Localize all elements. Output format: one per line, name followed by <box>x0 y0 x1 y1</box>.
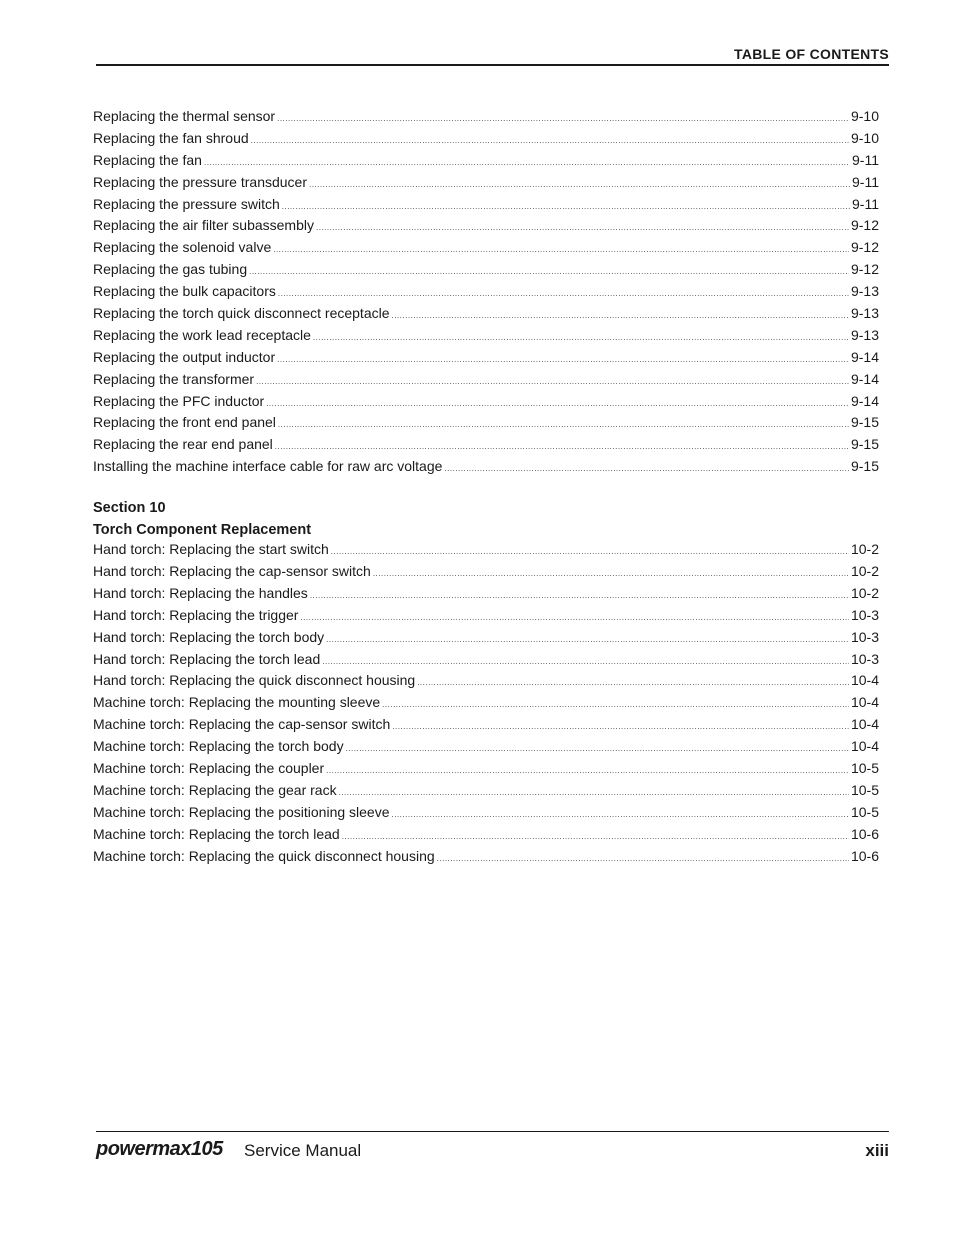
toc-entry-page: 9-10 <box>850 108 879 124</box>
toc-entry-page: 10-2 <box>850 563 879 580</box>
toc-entry-page: 10-4 <box>850 716 879 733</box>
dot-leader <box>373 569 849 578</box>
toc-entry-page: 10-4 <box>850 738 879 755</box>
toc-entry[interactable] <box>93 629 879 651</box>
toc-entry[interactable] <box>93 436 879 458</box>
toc-entry[interactable] <box>93 760 879 782</box>
toc-entry-title: Replacing the output inductor <box>93 348 276 365</box>
dot-leader <box>316 223 849 232</box>
toc-entry-page: 9-15 <box>850 414 879 431</box>
toc-entry-page: 9-11 <box>852 151 879 168</box>
toc-entry[interactable] <box>93 327 879 349</box>
toc-entry[interactable] <box>93 585 879 607</box>
toc-entry-title: Machine torch: Replacing the torch lead <box>93 825 340 842</box>
dot-leader <box>249 267 849 276</box>
toc-entry[interactable] <box>93 261 879 283</box>
dot-leader <box>382 700 849 709</box>
toc-entry[interactable] <box>93 716 879 738</box>
toc-entry-page: 9-12 <box>850 239 879 256</box>
toc-entry-title: Machine torch: Replacing the positioning sleeve <box>93 803 390 820</box>
page-header <box>96 46 889 66</box>
section-name: Torch Component Replacement <box>93 522 312 539</box>
toc-entry-title: Replacing the air filter subassembly <box>93 217 314 234</box>
toc-entry[interactable] <box>93 738 879 760</box>
toc-entry[interactable] <box>93 694 879 716</box>
toc-entry-page: 10-3 <box>850 606 879 623</box>
toc-entry[interactable] <box>93 458 879 480</box>
toc-entry-page: 9-15 <box>850 458 879 475</box>
header-title: TABLE OF CONTENTS <box>734 46 889 62</box>
toc-entry-title: Replacing the PFC inductor <box>93 392 265 409</box>
brand-logo: powermax105 <box>96 1138 223 1160</box>
toc-entry[interactable] <box>93 130 879 152</box>
toc-entry[interactable] <box>93 563 879 585</box>
page-number: xiii <box>865 1141 889 1160</box>
toc-entry[interactable] <box>93 607 879 629</box>
toc-entry-title: Machine torch: Replacing the mounting sleeve <box>93 694 381 711</box>
toc-entry[interactable] <box>93 239 879 261</box>
dot-leader <box>266 399 849 408</box>
dot-leader <box>273 245 849 254</box>
dot-leader <box>392 810 849 819</box>
toc-entry-title: Replacing the rear end panel <box>93 436 273 453</box>
dot-leader <box>444 464 849 473</box>
toc-entry-title: Machine torch: Replacing the quick disconnect housing <box>93 847 435 864</box>
toc-entry-page: 10-6 <box>850 825 879 842</box>
toc-continued-list <box>93 108 879 480</box>
toc-entry-title: Hand torch: Replacing the quick disconnect housing <box>93 672 416 689</box>
section-10-entries <box>93 541 879 869</box>
dot-leader <box>277 355 849 364</box>
toc-entry-page: 9-13 <box>850 283 879 300</box>
toc-entry-page: 9-11 <box>852 173 879 190</box>
toc-entry-page: 10-5 <box>850 760 879 777</box>
dot-leader <box>309 180 850 189</box>
section-number: Section 10 <box>93 500 166 517</box>
dot-leader <box>326 766 849 775</box>
toc-entry-page: 9-10 <box>850 129 879 146</box>
toc-entry-title: Replacing the fan <box>93 151 202 168</box>
toc-entry-page: 9-12 <box>850 261 879 278</box>
dot-leader <box>437 854 849 863</box>
toc-entry[interactable] <box>93 196 879 218</box>
toc-entry-page: 10-2 <box>850 541 879 558</box>
section-10-block <box>93 497 879 869</box>
toc-entry-title: Machine torch: Replacing the cap-sensor switch <box>93 716 391 733</box>
toc-entry-page: 9-14 <box>850 392 879 409</box>
dot-leader <box>346 744 849 753</box>
table-of-contents <box>93 108 879 870</box>
dot-leader <box>278 420 849 429</box>
toc-entry[interactable] <box>93 371 879 393</box>
toc-entry-page: 10-3 <box>850 650 879 667</box>
manual-title: Service Manual <box>244 1141 362 1160</box>
toc-entry[interactable] <box>93 217 879 239</box>
toc-entry[interactable] <box>93 672 879 694</box>
toc-entry-page: 10-4 <box>850 672 879 689</box>
toc-entry-title: Hand torch: Replacing the handles <box>93 584 308 601</box>
dot-leader <box>251 136 849 145</box>
dot-leader <box>417 678 849 687</box>
page-footer <box>96 1131 889 1160</box>
dot-leader <box>204 158 850 167</box>
dot-leader <box>342 832 849 841</box>
toc-entry[interactable] <box>93 349 879 371</box>
toc-entry-title: Replacing the gas tubing <box>93 261 248 278</box>
dot-leader <box>392 722 849 731</box>
toc-entry[interactable] <box>93 541 879 563</box>
dot-leader <box>278 289 849 298</box>
toc-entry[interactable] <box>93 108 879 130</box>
toc-entry-page: 9-11 <box>852 195 879 212</box>
dot-leader <box>322 657 849 666</box>
toc-entry-title: Hand torch: Replacing the torch lead <box>93 650 321 667</box>
toc-entry-title: Replacing the front end panel <box>93 414 276 431</box>
toc-entry-page: 9-15 <box>850 436 879 453</box>
toc-entry[interactable] <box>93 848 879 870</box>
toc-entry[interactable] <box>93 782 879 804</box>
toc-entry-title: Machine torch: Replacing the coupler <box>93 760 325 777</box>
toc-entry-page: 9-12 <box>850 217 879 234</box>
toc-entry-page: 10-4 <box>850 694 879 711</box>
toc-entry-title: Replacing the thermal sensor <box>93 108 276 124</box>
toc-entry-page: 10-5 <box>850 803 879 820</box>
toc-entry-title: Replacing the pressure transducer <box>93 173 308 190</box>
dot-leader <box>339 788 849 797</box>
dot-leader <box>277 114 849 123</box>
toc-entry-page: 9-14 <box>850 348 879 365</box>
toc-entry[interactable] <box>93 152 879 174</box>
toc-entry-title: Replacing the fan shroud <box>93 129 249 146</box>
dot-leader <box>331 547 849 556</box>
toc-entry[interactable] <box>93 174 879 196</box>
toc-entry[interactable] <box>93 283 879 305</box>
toc-entry-page: 10-6 <box>850 847 879 864</box>
dot-leader <box>275 442 849 451</box>
dot-leader <box>256 377 849 386</box>
toc-entry-title: Installing the machine interface cable for raw arc voltage <box>93 458 443 475</box>
toc-entry-page: 9-13 <box>850 305 879 322</box>
dot-leader <box>313 333 849 342</box>
toc-entry-title: Replacing the solenoid valve <box>93 239 272 256</box>
toc-entry-title: Machine torch: Replacing the gear rack <box>93 781 337 798</box>
toc-entry-title: Hand torch: Replacing the cap-sensor switch <box>93 563 371 580</box>
toc-entry-title: Machine torch: Replacing the torch body <box>93 738 344 755</box>
toc-entry-page: 9-13 <box>850 326 879 343</box>
toc-entry-page: 10-5 <box>850 781 879 798</box>
toc-entry-title: Replacing the work lead receptacle <box>93 326 311 343</box>
dot-leader <box>300 613 849 622</box>
toc-entry[interactable] <box>93 651 879 673</box>
toc-entry-title: Replacing the torch quick disconnect receptacle <box>93 305 390 322</box>
dot-leader <box>392 311 849 320</box>
dot-leader <box>282 202 850 211</box>
toc-entry[interactable] <box>93 804 879 826</box>
toc-entry-title: Replacing the pressure switch <box>93 195 280 212</box>
toc-entry-title: Hand torch: Replacing the trigger <box>93 606 299 623</box>
toc-entry-page: 10-3 <box>850 628 879 645</box>
toc-entry-title: Hand torch: Replacing the torch body <box>93 628 325 645</box>
toc-entry[interactable] <box>93 393 879 415</box>
toc-entry-title: Replacing the bulk capacitors <box>93 283 276 300</box>
dot-leader <box>310 591 849 600</box>
toc-entry[interactable] <box>93 826 879 848</box>
toc-entry[interactable] <box>93 305 879 327</box>
toc-entry-page: 9-14 <box>850 370 879 387</box>
toc-entry-page: 10-2 <box>850 584 879 601</box>
toc-entry-title: Replacing the transformer <box>93 370 255 387</box>
dot-leader <box>326 635 849 644</box>
toc-entry[interactable] <box>93 414 879 436</box>
toc-entry-title: Hand torch: Replacing the start switch <box>93 541 329 558</box>
